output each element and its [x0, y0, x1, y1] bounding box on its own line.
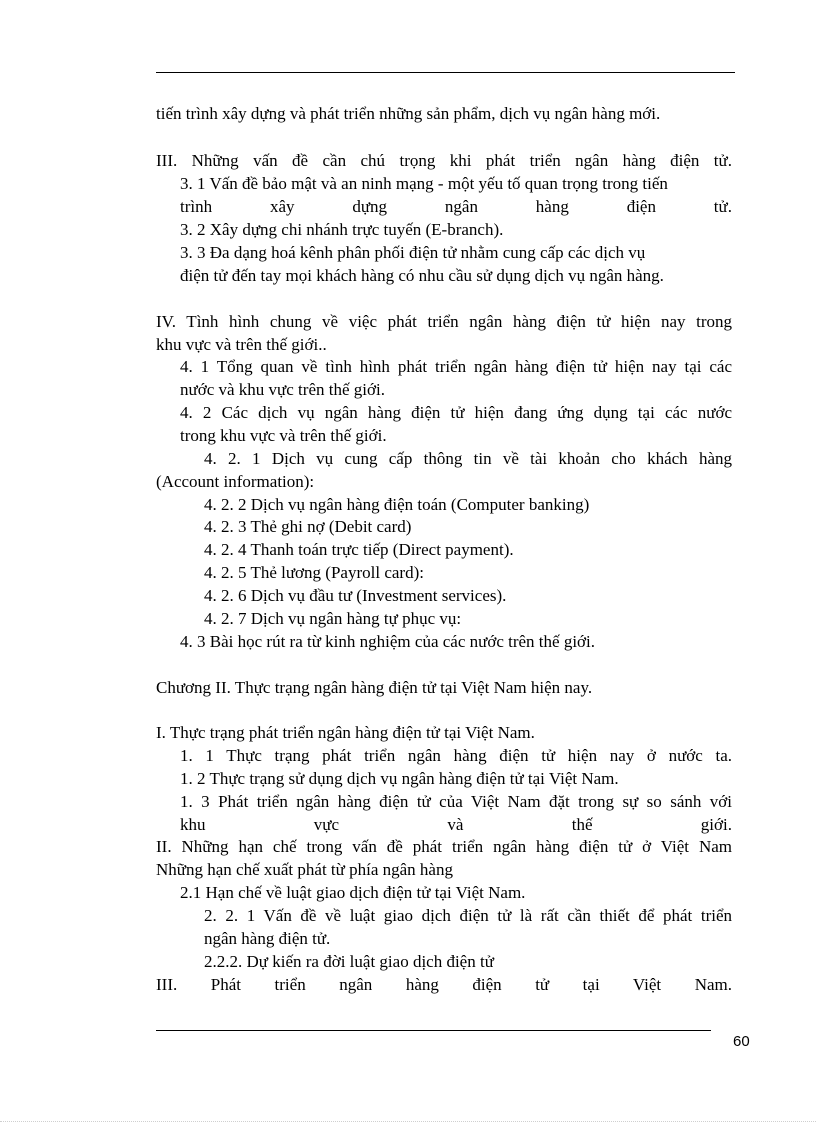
subsection-heading: trong khu vực và trên thế giới.	[180, 426, 387, 445]
subsection-heading: 1. 3 Phát triển ngân hàng điện tử của Việt Nam đặt trong sự so sánh với	[180, 792, 732, 811]
section-heading: III. Phát triển ngân hàng điện tử tại Việt Nam.	[156, 975, 732, 994]
section-heading: Những hạn chế xuất phát từ phía ngân hàng	[156, 860, 453, 879]
chapter-heading: Chương II. Thực trạng ngân hàng điện tử tại Việt Nam hiện nay.	[156, 678, 593, 697]
item-heading: 2.2.2. Dự kiến ra đời luật giao dịch điện tử	[204, 952, 494, 971]
item-heading: (Account information):	[156, 472, 315, 491]
item-heading: 4. 2. 5 Thẻ lương (Payroll card):	[204, 563, 424, 582]
section-heading: II. Những hạn chế trong vấn đề phát triển ngân hàng điện tử ở Việt Nam	[156, 837, 732, 856]
subsection-heading: 4. 2 Các dịch vụ ngân hàng điện tử hiện đang ứng dụng tại các nước	[180, 403, 732, 422]
item-heading: ngân hàng điện tử.	[204, 929, 331, 948]
section-heading: IV. Tình hình chung về việc phát triển ngân hàng điện tử hiện nay trong	[156, 312, 732, 331]
subsection-heading: khu vực và thế giới.	[180, 815, 732, 834]
footer-rule	[156, 1030, 711, 1031]
item-heading: 4. 2. 1 Dịch vụ cung cấp thông tin về tài khoản cho khách hàng	[204, 449, 732, 468]
subsection-heading: 2.1 Hạn chế về luật giao dịch điện tử tại Việt Nam.	[180, 883, 526, 902]
subsection-heading: 3. 1 Vấn đề bảo mật và an ninh mạng - một yếu tố quan trọng trong tiến	[180, 174, 668, 193]
page-edge-divider	[0, 1121, 816, 1122]
subsection-heading: 1. 1 Thực trạng phát triển ngân hàng điện tử hiện nay ở nước ta.	[180, 746, 732, 765]
subsection-heading: 3. 3 Đa dạng hoá kênh phân phối điện tử nhằm cung cấp các dịch vụ	[180, 243, 646, 262]
text-line: tiến trình xây dựng và phát triển những sản phẩm, dịch vụ ngân hàng mới.	[156, 104, 661, 123]
subsection-heading: 1. 2 Thực trạng sử dụng dịch vụ ngân hàng điện tử tại Việt Nam.	[180, 769, 619, 788]
subsection-heading: 4. 1 Tổng quan về tình hình phát triển ngân hàng điện tử hiện nay tại các	[180, 357, 732, 376]
section-heading: khu vực và trên thế giới..	[156, 335, 327, 354]
subsection-heading: điện tử đến tay mọi khách hàng có nhu cầu sử dụng dịch vụ ngân hàng.	[180, 266, 664, 285]
item-heading: 4. 2. 6 Dịch vụ đầu tư (Investment services).	[204, 586, 507, 605]
item-heading: 4. 2. 7 Dịch vụ ngân hàng tự phục vụ:	[204, 609, 462, 628]
subsection-heading: nước và khu vực trên thế giới.	[180, 380, 385, 399]
subsection-heading: trình xây dựng ngân hàng điện tử.	[180, 197, 732, 216]
header-rule	[156, 72, 735, 73]
subsection-heading: 4. 3 Bài học rút ra từ kinh nghiệm của các nước trên thế giới.	[180, 632, 596, 651]
item-heading: 2. 2. 1 Vấn đề về luật giao dịch điện tử là rất cần thiết để phát triển	[204, 906, 732, 925]
item-heading: 4. 2. 4 Thanh toán trực tiếp (Direct payment).	[204, 540, 514, 559]
item-heading: 4. 2. 3 Thẻ ghi nợ (Debit card)	[204, 517, 412, 536]
page-number: 60	[733, 1033, 750, 1050]
item-heading: 4. 2. 2 Dịch vụ ngân hàng điện toán (Computer banking)	[204, 495, 590, 514]
section-heading: I. Thực trạng phát triển ngân hàng điện tử tại Việt Nam.	[156, 723, 535, 742]
section-heading: III. Những vấn đề cần chú trọng khi phát triển ngân hàng điện tử.	[156, 151, 732, 170]
subsection-heading: 3. 2 Xây dựng chi nhánh trực tuyến (E-branch).	[180, 220, 504, 239]
